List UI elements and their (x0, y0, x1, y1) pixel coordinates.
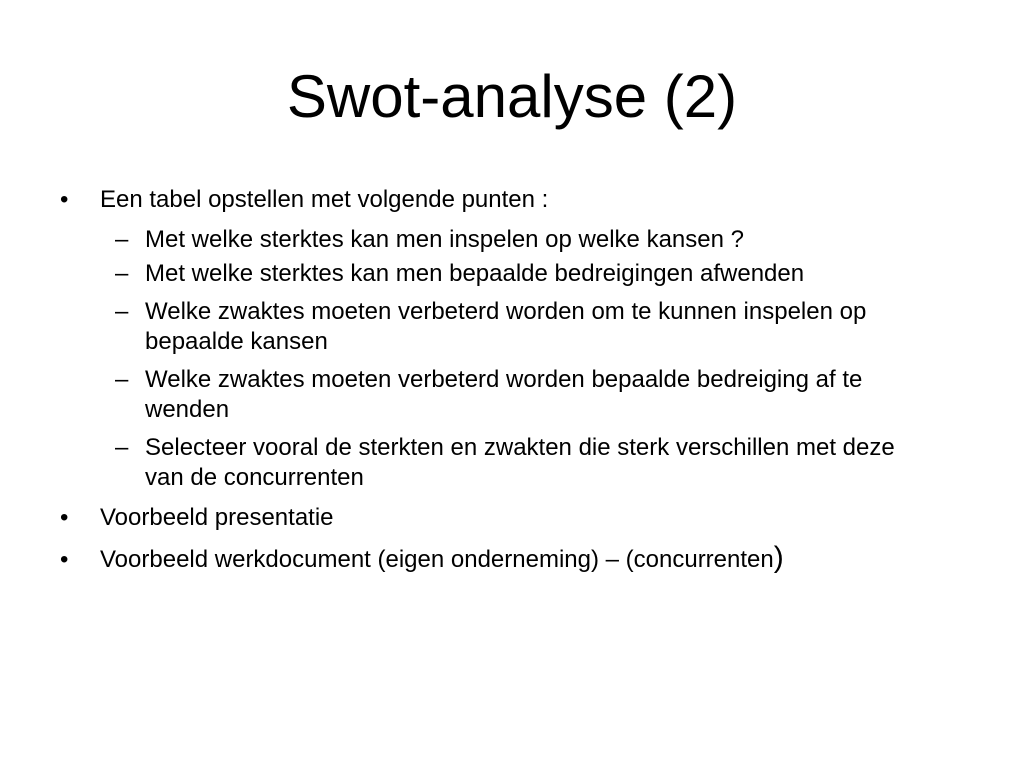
sub-item-text: Welke zwaktes moeten verbeterd worden bepaalde bedreiging af te wenden (145, 366, 863, 423)
dash-marker: – (115, 434, 129, 461)
dash-marker: – (115, 226, 129, 253)
bullet-item-2 (60, 503, 334, 533)
sub-item-5 (115, 433, 925, 493)
sub-item-text: Met welke sterktes kan men inspelen op welke kansen ? (145, 226, 744, 253)
sub-item-3 (115, 297, 965, 357)
sub-item-1 (115, 225, 975, 255)
slide-title: Swot-analyse (2) (286, 63, 738, 130)
sub-item-text: Welke zwaktes moeten verbeterd worden om te kunnen inspelen op bepaalde kansen (145, 298, 867, 355)
bullet-marker: • (60, 546, 69, 573)
bullet-text: Voorbeeld presentatie (100, 504, 334, 531)
dash-marker: – (115, 298, 129, 325)
bullet-item-1 (60, 185, 549, 215)
dash-marker: – (115, 260, 129, 287)
sub-item-4 (115, 365, 945, 425)
bullet-marker: • (60, 504, 69, 531)
bullet-text: Voorbeeld werkdocument (eigen onderneming) – (concurrenten (100, 546, 774, 573)
dash-marker: – (115, 366, 129, 393)
bullet-item-3 (60, 541, 784, 575)
closing-parenthesis: ) (773, 541, 784, 574)
bullet-text: Een tabel opstellen met volgende punten : (100, 186, 549, 213)
bullet-marker: • (60, 186, 69, 213)
sub-item-text: Met welke sterktes kan men bepaalde bedreigingen afwenden (145, 260, 805, 287)
sub-item-2 (115, 259, 975, 289)
sub-item-text: Selecteer vooral de sterkten en zwakten die sterk verschillen met deze van de concurrenten (145, 434, 895, 491)
